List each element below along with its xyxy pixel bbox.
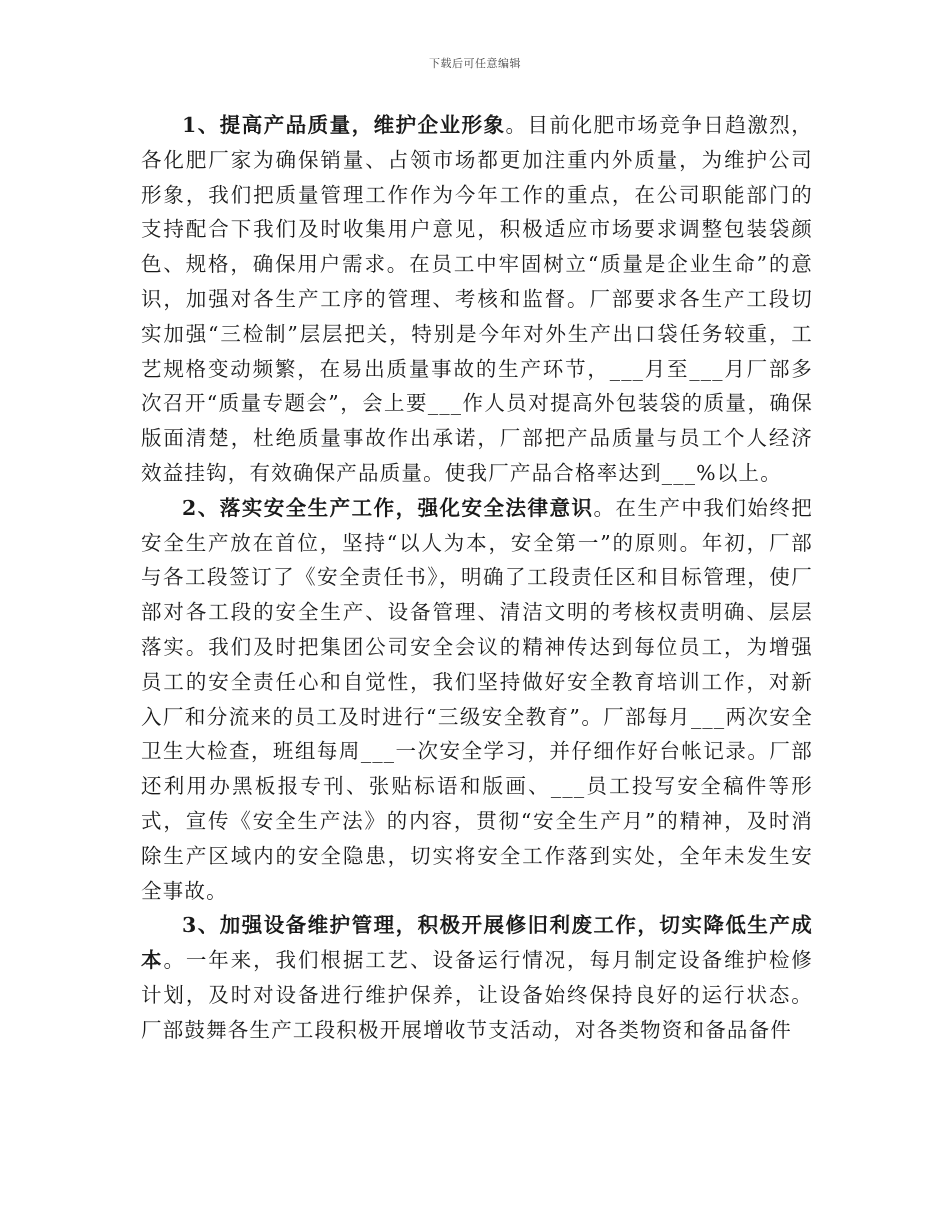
- paragraph-product-quality: [141, 108, 813, 491]
- paragraph-heading: 1、提高产品质量，维护企业形象: [182, 113, 506, 137]
- paragraph-equipment-maintenance: [141, 908, 813, 1047]
- paragraph-heading: 3、加强设备维护管理，积极开展修旧利废工作，切实降低生产成本: [141, 913, 813, 973]
- page-header-note: 下载后可任意编辑: [429, 57, 521, 70]
- paragraph-heading: 2、落实安全生产工作，强化安全法律意识: [182, 495, 594, 520]
- paragraph-safety-production: [141, 491, 813, 909]
- paragraph-text: 。在生产中我们始终把安全生产放在首位，坚持“以人为本，安全第一”的原则。年初，厂部与各工段签订了《安全责任书》，明确了工段责任区和目标管理，使厂部对各工段的安全生产、设备管理、清洁文明的考核权责明确、层层落实。我们及时把集团公司安全会议的精神传达到每位员工，为增强员工的安全责任心和自觉性，我们坚持做好安全教育培训工作，对新入厂和分流来的员工及时进行“三级安全教育”。厂部每月___两次安全卫生大检查，班组每周___一次安全学习，并仔细作好台帐记录。厂部还利用办黑板报专刊、张贴标语和版画、___员工投写安全稿件等形式，宣传《安全生产法》的内容，贯彻“安全生产月”的精神，及时消除生产区域内的安全隐患，切实将安全工作落到实处，全年未发生安全事故。: [141, 495, 813, 903]
- document-body: [141, 108, 813, 1048]
- paragraph-text: 。目前化肥市场竞争日趋激烈，各化肥厂家为确保销量、占领市场都更加注重内外质量，为维护公司形象，我们把质量管理工作作为今年工作的重点，在公司职能部门的支持配合下我们及时收集用户意见，积极适应市场要求调整包装袋颜色、规格，确保用户需求。在员工中牢固树立“质量是企业生命”的意识，加强对各生产工序的管理、考核和监督。厂部要求各生产工段切实加强“三检制”层层把关，特别是今年对外生产出口袋任务较重，工艺规格变动频繁，在易出质量事故的生产环节，___月至___月厂部多次召开“质量专题会”，会上要___作人员对提高外包装袋的质量，确保版面清楚，杜绝质量事故作出承诺，厂部把产品质量与员工个人经济效益挂钩，有效确保产品质量。使我厂产品合格率达到___%以上。: [141, 113, 813, 485]
- paragraph-text: 。一年来，我们根据工艺、设备运行情况，每月制定设备维护检修计划，及时对设备进行维护保养，让设备始终保持良好的运行状态。厂部鼓舞各生产工段积极开展增收节支活动，对各类物资和备品备件: [141, 948, 813, 1042]
